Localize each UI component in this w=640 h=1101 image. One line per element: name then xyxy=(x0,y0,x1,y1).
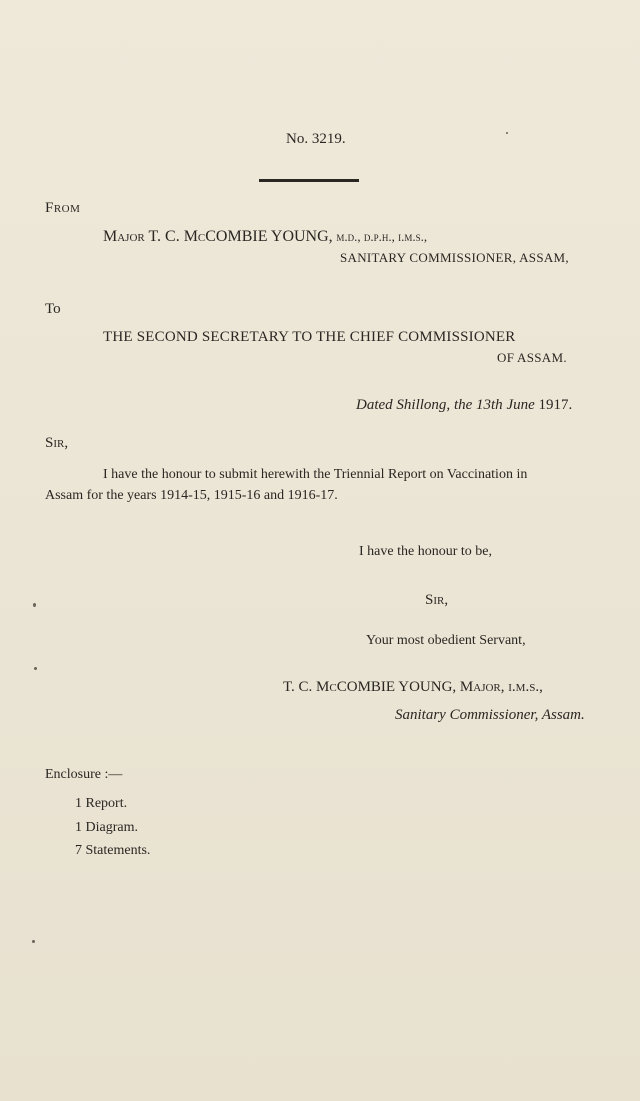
enclosure-item: 1 Diagram. xyxy=(75,820,138,835)
sender-name: Major T. C. McCOMBIE YOUNG, xyxy=(103,228,333,245)
paper-speck xyxy=(33,603,36,607)
body-line-2: Assam for the years 1914-15, 1915-16 and 1916-17. xyxy=(45,488,338,503)
enclosure-item: 7 Statements. xyxy=(75,843,151,858)
closing-sir: Sir, xyxy=(425,592,449,608)
to-label: To xyxy=(45,301,61,317)
dated-the: the xyxy=(453,397,473,413)
dated-day: 13th xyxy=(476,397,503,413)
paper-speck xyxy=(506,132,508,134)
letter-number: No. 3219. xyxy=(286,131,346,147)
dated-month: June xyxy=(506,397,535,413)
from-label: From xyxy=(45,200,81,216)
paper-speck xyxy=(34,667,37,670)
recipient-line-2: OF ASSAM. xyxy=(497,350,567,365)
date-line xyxy=(356,398,572,413)
closing-line-1: I have the honour to be, xyxy=(359,544,492,559)
signature-title: Sanitary Commissioner, Assam. xyxy=(395,707,585,723)
recipient-line-1: THE SECOND SECRETARY TO THE CHIEF COMMISSIONER xyxy=(103,329,516,345)
sender-title: SANITARY COMMISSIONER, ASSAM, xyxy=(340,250,569,265)
paper-speck xyxy=(32,940,35,943)
sender-line xyxy=(103,229,427,245)
enclosure-item: 1 Report. xyxy=(75,796,128,811)
salutation: Sir, xyxy=(45,435,69,451)
enclosure-label: Enclosure :— xyxy=(45,767,123,782)
dated-year: 1917. xyxy=(538,397,573,413)
body-line-1: I have the honour to submit herewith the Triennial Report on Vaccination in xyxy=(103,467,528,482)
separator-rule xyxy=(259,179,359,182)
sender-degrees: m.d., d.p.h., i.m.s., xyxy=(336,229,428,244)
closing-line-2: Your most obedient Servant, xyxy=(366,633,526,648)
dated-place: Shillong, xyxy=(396,397,451,413)
dated-word: Dated xyxy=(356,397,393,413)
signature-name: T. C. McCOMBIE YOUNG, Major, i.m.s., xyxy=(283,679,543,695)
